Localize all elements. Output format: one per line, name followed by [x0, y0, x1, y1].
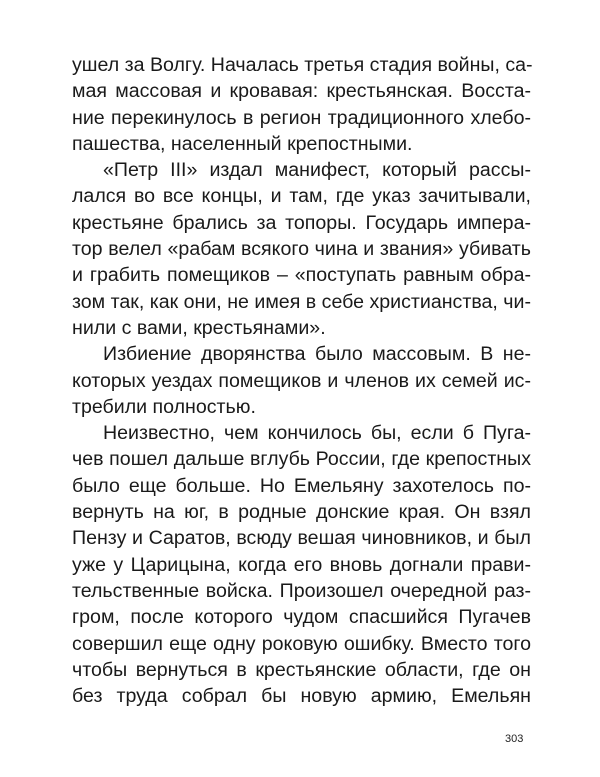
- body-text: [72, 52, 531, 709]
- text-line: нили с вами, крестьянами».: [72, 316, 326, 339]
- text-line: тельственные войска. Произошел очередной раз-: [72, 579, 531, 602]
- text-line: было еще больше. Но Емельяну захотелось по-: [72, 474, 531, 497]
- text-line: пашества, населенный крепостными.: [72, 132, 413, 155]
- text-line: чев пошел дальше вглубь России, где крепостных: [72, 448, 531, 471]
- text-line: гром, после которого чудом спасшийся Пугачев: [72, 606, 531, 629]
- text-line: без труда собрал бы новую армию, Емельян: [72, 685, 531, 708]
- text-line: зом так, как они, не имея в себе христианства, чи-: [72, 290, 531, 313]
- text-line: Пензу и Саратов, всюду вешая чиновников, и был: [72, 527, 531, 550]
- text-line: и грабить помещиков – «поступать равным обра-: [72, 264, 531, 287]
- text-line: вернуть на юг, в родные донские края. Он взял: [72, 501, 531, 524]
- text-line: лался во все концы, и там, где указ зачитывали,: [72, 185, 531, 208]
- text-line: совершил еще одну роковую ошибку. Вместо того: [72, 632, 531, 655]
- text-line: «Петр III» издал манифест, который рассы-: [103, 159, 531, 182]
- text-line: ние перекинулось в регион традиционного хлебо-: [72, 106, 531, 129]
- text-line: которых уездах помещиков и членов их семей ис-: [72, 369, 531, 392]
- text-line: требили полностью.: [72, 395, 256, 418]
- text-line: Неизвестно, чем кончилось бы, если б Пуга-: [103, 422, 531, 445]
- text-line: Избиение дворянства было массовым. В не-: [103, 343, 531, 366]
- text-line: чтобы вернуться в крестьянские области, где он: [72, 658, 531, 681]
- text-line: мая массовая и кровавая: крестьянская. Восста-: [72, 80, 531, 103]
- text-line: ушел за Волгу. Началась третья стадия войны, са-: [72, 54, 533, 76]
- page-number: 303: [505, 733, 524, 745]
- text-line: крестьяне брались за топоры. Государь импера-: [72, 211, 531, 234]
- text-line: уже у Царицына, когда его вновь догнали прави-: [72, 553, 531, 576]
- text-line: тор велел «рабам всякого чина и звания» убивать: [72, 238, 531, 261]
